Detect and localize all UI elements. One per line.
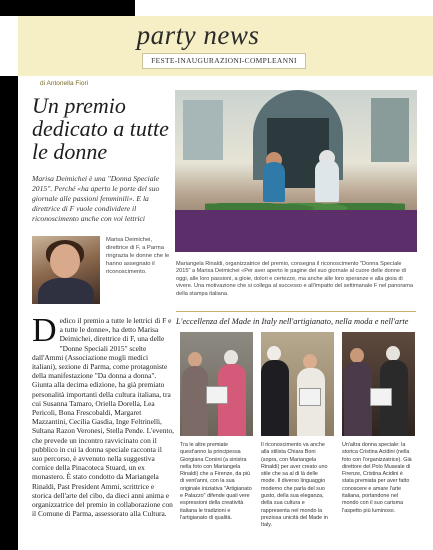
photo-figure-head bbox=[267, 346, 281, 361]
section-header bbox=[18, 16, 433, 76]
main-photo bbox=[175, 90, 417, 252]
article-body bbox=[32, 312, 174, 519]
article-body-text: edico il premio a tutte le lettrici di F e a tutte le donne», ha detto Marisa Deimichei, direttrice di F, una delle "Donne Speciali 2015" scelte dall'Ammi (Associazione mogli medici italiani), sezione di Parma, come protagoniste della manifestazione "Da donna a donna". Giunta alla decima edizione, ha già premiato personalità importanti della cultura italiana, tra cui Susanna Tamaro, Oriella Dorella, Lea Pericoli, Bona Frescobaldi, Margaret Mazzantini, Cecilia Gasdia, Inge Feltrinelli, Sultana Razon Veronesi, Stella Pende. L'evento, che prevede un incontro ravvicinato con il pubblico in cui la donna speciale racconta il suo percorso, è avvenuto nella suggestiva cornice della Pinacoteca Stuard, un ex monastero. È stato condotto da Mariangela Rinaldi, Past President Ammi, scrittrice e storica dell'arte del cibo, da dieci anni anima e organizzatrice del premio in collaborazione con il Comune di Parma, assessorato alla Cultura. bbox=[32, 316, 174, 519]
award-frame bbox=[299, 388, 321, 406]
photo-acidini bbox=[342, 332, 415, 436]
article-headline: Un premio dedicato a tutte le donne bbox=[32, 93, 169, 164]
photo-window-right bbox=[371, 98, 409, 162]
photo-figure bbox=[344, 362, 372, 436]
column-text-3: Un'altra donna speciale: la storica Cristina Acidini (nella foto con l'organizzatrice). Già direttore del Polo Museale di Firenze, Cristina Acidini è stata premiata per aver fatto conoscere e amare l'arte italiana, portandone nel mondo con il suo carisma l'aspetto più luminoso. bbox=[342, 442, 412, 514]
column-text-2: Il riconoscimento va anche alla stilista Chiara Boni (sopra, con Mariangela Rinaldi) per aver creato uno stile che sa al di là delle mode. Il diverso linguaggio moderno che parla del suo gusto, della sua eleganza, della sua cultura e rappresenta nel mondo la preziosa unicità del Made in Italy. bbox=[261, 442, 328, 529]
article-lead: Marisa Deimichei è una "Donna Speciale 2015". Perché «ha aperto le porte del suo giornale alle passioni femminili». E la direttrice di F vuole condividere il riconoscimento anche con voi lettrici bbox=[32, 174, 160, 223]
photo-figure bbox=[261, 360, 289, 436]
header-subtitle: FESTE-INAUGURAZIONI-COMPLEANNI bbox=[142, 53, 306, 69]
photo-table bbox=[175, 210, 417, 252]
portrait-body bbox=[38, 278, 94, 304]
photo-figure-head bbox=[188, 352, 202, 367]
byline: di Antonella Fiori bbox=[40, 80, 89, 87]
photo-boni bbox=[261, 332, 334, 436]
portrait-photo bbox=[32, 236, 100, 304]
portrait-face bbox=[50, 244, 80, 278]
portrait-caption: Marisa Deimichei, direttrice di F, a Parma ringrazia le donne che le hanno assegnato il riconoscimento. bbox=[106, 237, 170, 275]
award-frame bbox=[206, 386, 228, 404]
photo-figure-head bbox=[303, 354, 317, 369]
column-text-1: Tra le altre premiate quest'anno la principessa Giorgiana Corsini (a sinistra nella foto con Mariangela Rinaldi) che a Firenze, da più di vent'anni, con la sua originale iniziativa "Artigianato e Palazzo" difende quali vere espressioni della creatività italiana le tradizioni e l'artigianato di qualità. bbox=[180, 442, 252, 521]
photo-figure-head bbox=[386, 346, 400, 361]
section-title: L'eccellenza del Made in Italy nell'artigianato, nella moda e nell'arte bbox=[176, 317, 409, 326]
main-photo-caption: Mariangela Rinaldi, organizzatrice del premio, consegna il riconoscimento "Donna Speciale 2015" a Marisa Deimichei «Per aver aperto le pagine del suo giornale al cuore delle donne di oggi, alle loro passioni, a gioie, dolori e certezze, ma anche alle loro speranze e alla gioia di vivere. Una motivazione che si collega al successo e all'impatto del settimanale F nel panorama della stampa italiana. bbox=[176, 261, 414, 297]
header-title: party news bbox=[136, 20, 260, 50]
top-black-bar bbox=[0, 0, 433, 16]
drop-cap: D bbox=[32, 312, 57, 349]
photo-figure-head bbox=[224, 350, 238, 365]
photo-corsini bbox=[180, 332, 253, 436]
photo-window-left bbox=[183, 100, 223, 160]
top-bar-gap bbox=[135, 0, 433, 16]
award-frame bbox=[370, 388, 392, 406]
photo-figure bbox=[182, 366, 208, 436]
left-black-bar bbox=[0, 76, 18, 550]
section-rule bbox=[176, 311, 416, 312]
photo-figure-head bbox=[350, 348, 364, 363]
